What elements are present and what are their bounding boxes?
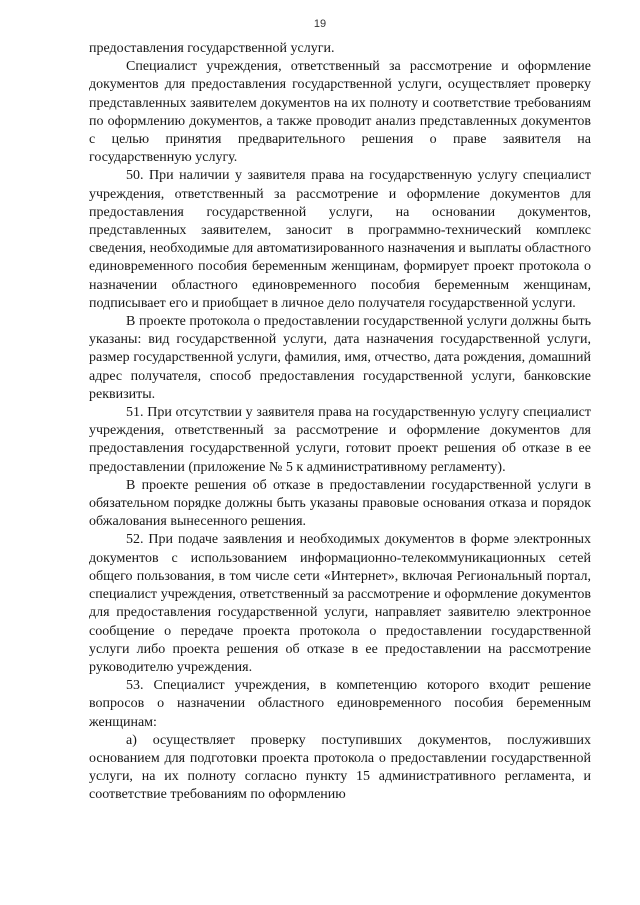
paragraph-specialist-check: Специалист учреждения, ответственный за рассмотрение и оформление документов для предоставления государственной услуги, осуществляет проверку представленных заявителем документов на их полноту и соответствие требованиям по оформлению документов, а также проводит анализ представленных документов с целью принятия предварительного решения о праве заявителя на государственную услугу.	[89, 59, 591, 166]
paragraph-protocol-contents: В проекте протокола о предоставлении государственной услуги должны быть указаны: вид государственной услуги, дата назначения государственной услуги, размер государственной услуги, фамилия, имя, отчество, дата рождения, домашний адрес получателя, способ предоставления государственной услуги, банковские реквизиты.	[89, 314, 591, 402]
document-body	[89, 40, 591, 805]
paragraph-item-51: 51. При отсутствии у заявителя права на государственную услугу специалист учреждения, ответственный за рассмотрение и оформление документов для предоставления государственной услуги, готовит проект решения об отказе в ее предоставлении (приложение № 5 к административному регламенту).	[89, 405, 591, 475]
paragraph-item-53: 53. Специалист учреждения, в компетенцию которого входит решение вопросов о назначении областного единовременного пособия беременным женщинам:	[89, 678, 591, 730]
paragraph-item-50: 50. При наличии у заявителя права на государственную услугу специалист учреждения, ответственный за рассмотрение и оформление документов для предоставления государственной услуги, на основании документов, представленных заявителем, заносит в программно-технический комплекс сведения, необходимые для автоматизированного назначения и выплаты областного единовременного пособия беременным женщинам, формирует проект протокола о назначении областного единовременного пособия беременным женщинам, подписывает его и приобщает в личное дело получателя государственной услуги.	[89, 168, 591, 311]
paragraph-item-52: 52. При подаче заявления и необходимых документов в форме электронных документов с использованием информационно-телекоммуникационных сетей общего пользования, в том числе сети «Интернет», включая Региональный портал, специалист учреждения, ответственный за рассмотрение и оформление документов для предоставления государственной услуги, направляет заявителю электронное сообщение о передаче проекта протокола о предоставлении государственной услуги либо проекта решения об отказе в ее предоставлении на рассмотрение руководителю учреждения.	[89, 532, 591, 675]
paragraph-item-53a: а) осуществляет проверку поступивших документов, послуживших основанием для подготовки проекта протокола о предоставлении государственной услуги, на их полноту согласно пункту 15 административного регламента, и соответствие требованиям по оформлению	[89, 732, 591, 803]
paragraph-refusal-contents: В проекте решения об отказе в предоставлении государственной услуги в обязательном порядке должны быть указаны правовые основания отказа и порядок обжалования вынесенного решения.	[89, 477, 591, 530]
page-number: 19	[313, 18, 327, 30]
paragraph-continuation: предоставления государственной услуги.	[89, 41, 335, 56]
